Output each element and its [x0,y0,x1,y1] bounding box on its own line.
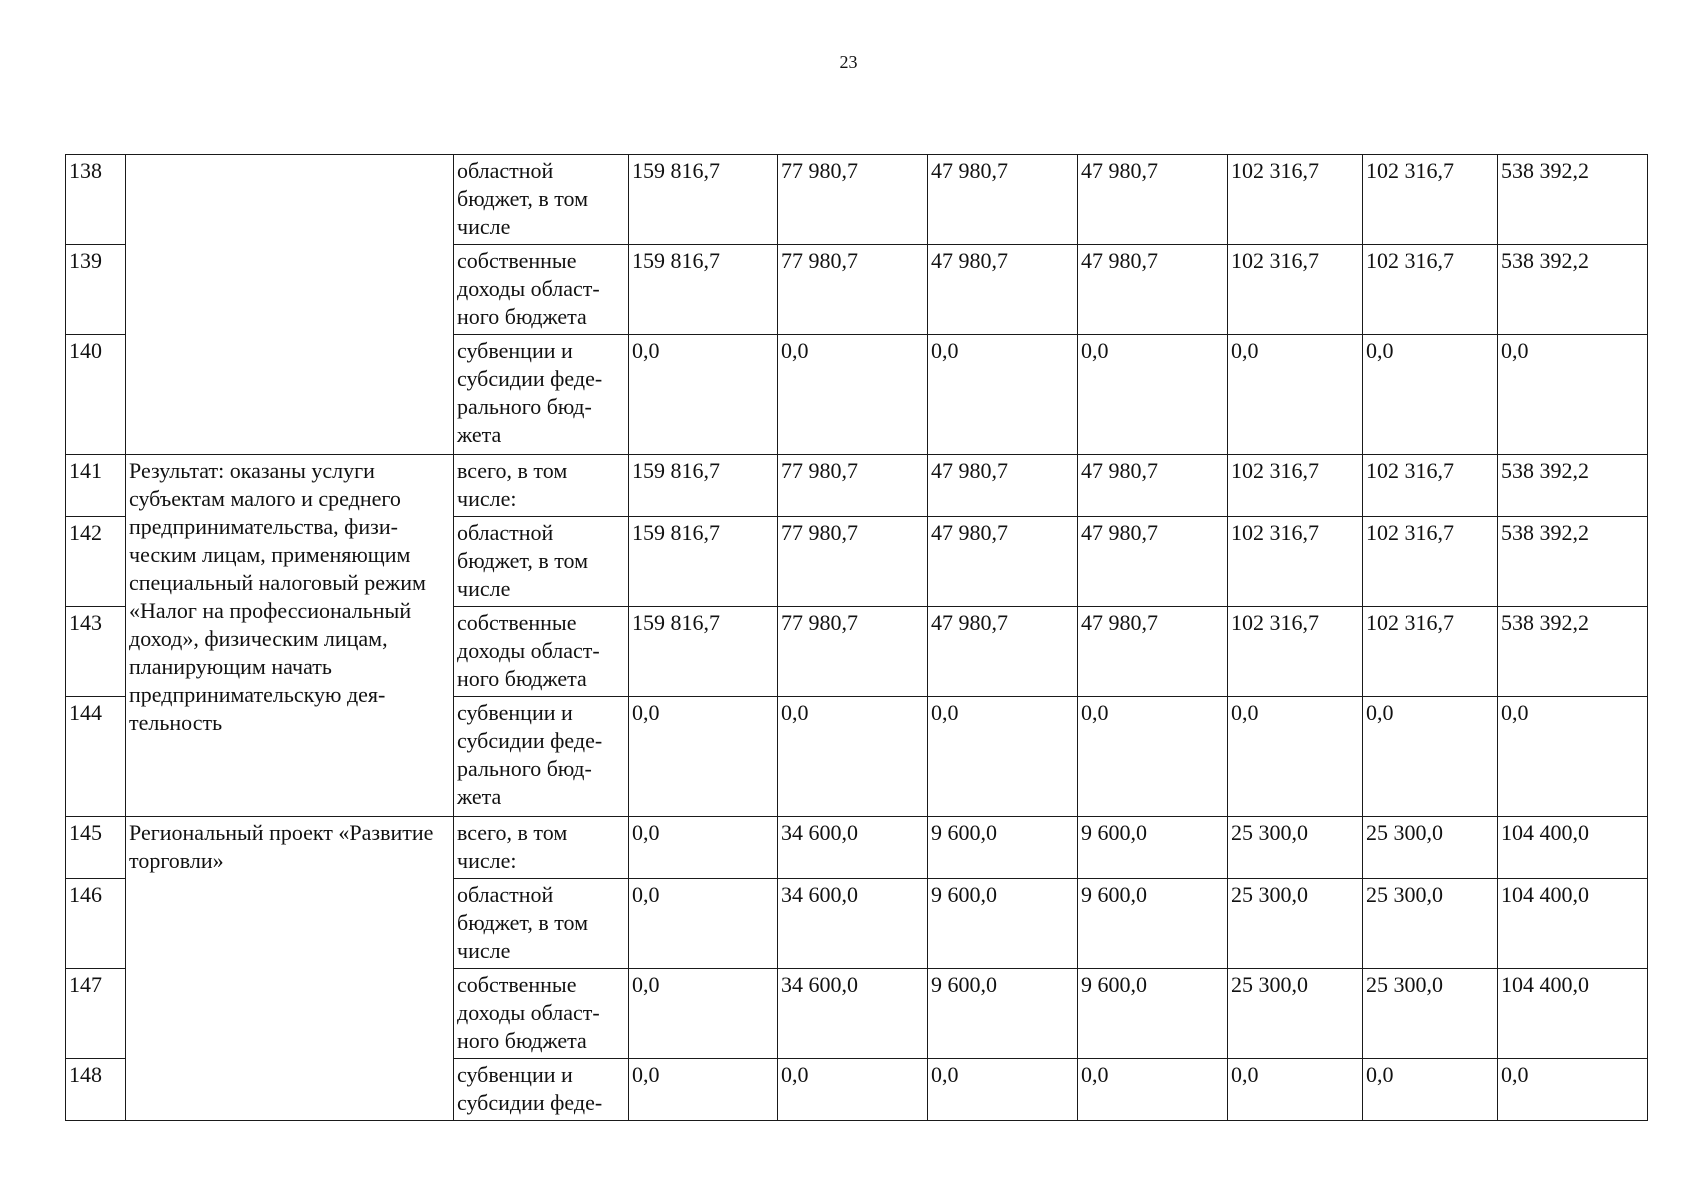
funding-source: субвенции и субсидии федерального бюджета [454,697,629,817]
amount-cell: 25 300,0 [1228,879,1363,969]
amount-cell: 0,0 [1498,697,1648,817]
funding-source: всего, в том числе: [454,455,629,517]
amount-cell: 77 980,7 [778,517,928,607]
amount-cell: 47 980,7 [1078,455,1228,517]
amount-cell: 0,0 [1078,697,1228,817]
amount-cell: 0,0 [1228,697,1363,817]
row-number: 146 [66,879,126,969]
funding-source: областной бюджет, в том числе [454,155,629,245]
amount-cell: 25 300,0 [1363,879,1498,969]
amount-cell: 102 316,7 [1363,455,1498,517]
amount-cell: 25 300,0 [1228,969,1363,1059]
row-number: 139 [66,245,126,335]
item-description [126,155,454,455]
amount-cell: 47 980,7 [1078,607,1228,697]
amount-cell: 25 300,0 [1363,969,1498,1059]
amount-cell: 159 816,7 [629,155,778,245]
amount-cell: 47 980,7 [1078,155,1228,245]
page-number: 23 [839,52,858,72]
amount-cell: 9 600,0 [1078,969,1228,1059]
funding-source: областной бюджет, в том числе [454,517,629,607]
amount-cell: 0,0 [1078,1059,1228,1121]
amount-cell: 47 980,7 [928,455,1078,517]
amount-cell: 102 316,7 [1363,607,1498,697]
amount-cell: 102 316,7 [1228,245,1363,335]
amount-cell: 9 600,0 [928,969,1078,1059]
funding-source: областной бюджет, в том числе [454,879,629,969]
row-number: 138 [66,155,126,245]
amount-cell: 102 316,7 [1363,517,1498,607]
amount-cell: 0,0 [1498,1059,1648,1121]
amount-cell: 77 980,7 [778,155,928,245]
amount-cell: 159 816,7 [629,607,778,697]
row-number: 145 [66,817,126,879]
amount-cell: 0,0 [778,335,928,455]
funding-source: субвенции и субсидии феде- [454,1059,629,1121]
amount-cell: 9 600,0 [928,817,1078,879]
amount-cell: 104 400,0 [1498,969,1648,1059]
amount-cell: 0,0 [1363,697,1498,817]
amount-cell: 34 600,0 [778,817,928,879]
amount-cell: 159 816,7 [629,245,778,335]
amount-cell: 538 392,2 [1498,455,1648,517]
amount-cell: 34 600,0 [778,969,928,1059]
funding-source: собственные доходы областного бюджета [454,607,629,697]
amount-cell: 0,0 [1078,335,1228,455]
amount-cell: 9 600,0 [1078,817,1228,879]
row-number: 148 [66,1059,126,1121]
amount-cell: 47 980,7 [928,517,1078,607]
amount-cell: 25 300,0 [1228,817,1363,879]
amount-cell: 538 392,2 [1498,245,1648,335]
amount-cell: 0,0 [928,1059,1078,1121]
amount-cell: 538 392,2 [1498,607,1648,697]
amount-cell: 0,0 [629,817,778,879]
amount-cell: 104 400,0 [1498,817,1648,879]
amount-cell: 104 400,0 [1498,879,1648,969]
funding-source: всего, в том числе: [454,817,629,879]
amount-cell: 102 316,7 [1228,607,1363,697]
amount-cell: 538 392,2 [1498,517,1648,607]
amount-cell: 102 316,7 [1228,155,1363,245]
funding-source: собственные доходы областного бюджета [454,969,629,1059]
amount-cell: 0,0 [928,697,1078,817]
amount-cell: 0,0 [1498,335,1648,455]
amount-cell: 47 980,7 [1078,517,1228,607]
amount-cell: 0,0 [629,697,778,817]
row-number: 144 [66,697,126,817]
amount-cell: 102 316,7 [1363,155,1498,245]
funding-source: субвенции и субсидии федерального бюджета [454,335,629,455]
amount-cell: 77 980,7 [778,607,928,697]
amount-cell: 102 316,7 [1228,517,1363,607]
amount-cell: 0,0 [629,969,778,1059]
amount-cell: 0,0 [1228,1059,1363,1121]
amount-cell: 538 392,2 [1498,155,1648,245]
amount-cell: 159 816,7 [629,517,778,607]
amount-cell: 9 600,0 [1078,879,1228,969]
amount-cell: 47 980,7 [928,245,1078,335]
item-description: Результат: оказаны услуги субъектам малого и среднего предпринимательства, физическим лицам, применяющим специальный налоговый режим «Налог на профессиональный доход», физическим лицам, планирующим начать предпринимательскую деятельность [126,455,454,817]
amount-cell: 159 816,7 [629,455,778,517]
amount-cell: 0,0 [629,335,778,455]
amount-cell: 102 316,7 [1228,455,1363,517]
amount-cell: 0,0 [1363,335,1498,455]
amount-cell: 9 600,0 [928,879,1078,969]
amount-cell: 102 316,7 [1363,245,1498,335]
amount-cell: 0,0 [629,1059,778,1121]
table-row [66,455,1648,517]
amount-cell: 25 300,0 [1363,817,1498,879]
item-description: Региональный проект «Развитие торговли» [126,817,454,1121]
table-row [66,817,1648,879]
funding-source: собственные доходы областного бюджета [454,245,629,335]
row-number: 147 [66,969,126,1059]
amount-cell: 47 980,7 [928,607,1078,697]
amount-cell: 0,0 [1363,1059,1498,1121]
amount-cell: 77 980,7 [778,245,928,335]
amount-cell: 0,0 [778,1059,928,1121]
amount-cell: 47 980,7 [1078,245,1228,335]
table-body [66,155,1648,1121]
amount-cell: 47 980,7 [928,155,1078,245]
amount-cell: 0,0 [629,879,778,969]
row-number: 143 [66,607,126,697]
table-row [66,155,1648,245]
amount-cell: 0,0 [928,335,1078,455]
row-number: 142 [66,517,126,607]
amount-cell: 0,0 [778,697,928,817]
amount-cell: 0,0 [1228,335,1363,455]
amount-cell: 77 980,7 [778,455,928,517]
row-number: 141 [66,455,126,517]
amount-cell: 34 600,0 [778,879,928,969]
budget-table [65,154,1648,1121]
row-number: 140 [66,335,126,455]
